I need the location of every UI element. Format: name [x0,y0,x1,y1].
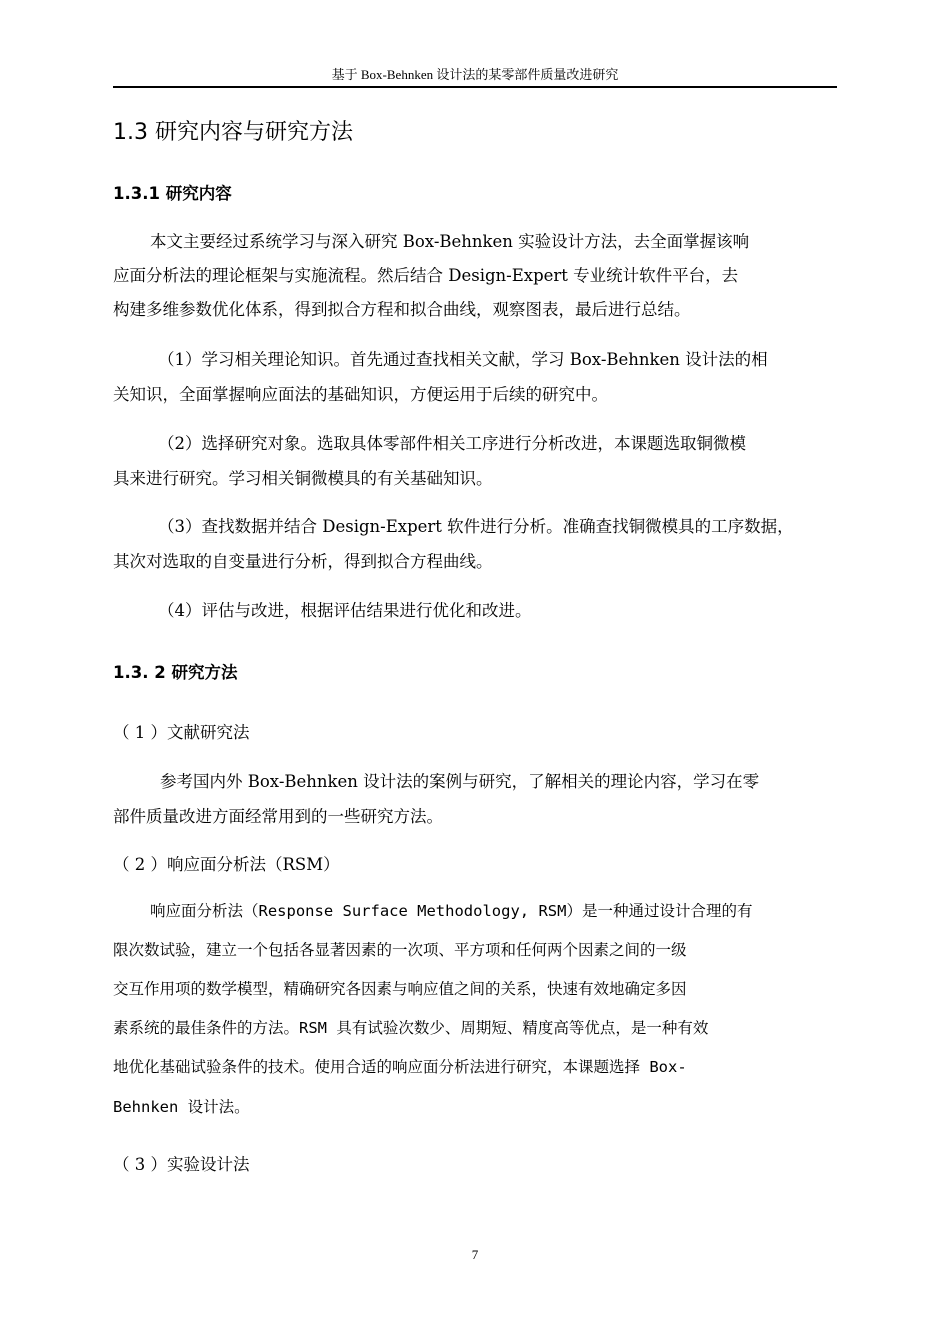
paragraph-line: 交互作用项的数学模型，精确研究各因素与响应值之间的关系，快速有效地确定多因 [113,980,687,998]
method-heading: （ 3 ）实验设计法 [113,1155,250,1174]
paragraph-line: 部件质量改进方面经常用到的一些研究方法。 [113,807,443,826]
list-item-line: （3）查找数据并结合 Design-Expert 软件进行分析。准确查找铜微模具的工序数据， [158,517,794,536]
method-heading: （ 2 ）响应面分析法（RSM） [113,855,340,874]
paragraph-line: 素系统的最佳条件的方法。RSM 具有试验次数少、周期短、精度高等优点，是一种有效 [113,1019,709,1037]
list-item-line: 具来进行研究。学习相关铜微模具的有关基础知识。 [113,469,493,488]
paragraph-line: 地优化基础试验条件的技术。使用合适的响应面分析法进行研究，本课题选择 Box- [113,1058,687,1076]
paragraph-line: 参考国内外 Box-Behnken 设计法的案例与研究，了解相关的理论内容，学习在零 [160,772,760,791]
paragraph-line: Behnken 设计法。 [113,1098,250,1116]
list-item-line: （2）选择研究对象。选取具体零部件相关工序进行分析改进，本课题选取铜微模 [158,434,746,453]
paragraph-line: 应面分析法的理论框架与实施流程。然后结合 Design-Expert 专业统计软件平台，去 [113,266,739,285]
list-item-line: （1）学习相关理论知识。首先通过查找相关文献，学习 Box-Behnken 设计法的相 [158,350,768,369]
subsection-title-methods: 1.3. 2 研究方法 [113,663,238,682]
paragraph-line: 本文主要经过系统学习与深入研究 Box-Behnken 实验设计方法，去全面掌握该响 [150,232,750,251]
paragraph-line: 限次数试验，建立一个包括各显著因素的一次项、平方项和任何两个因素之间的一级 [113,941,687,959]
method-heading: （ 1 ）文献研究法 [113,723,250,742]
section-title: 1.3 研究内容与研究方法 [113,120,353,145]
paragraph-line: 响应面分析法（Response Surface Methodology, RSM）是一种通过设计合理的有 [150,902,753,920]
running-header: 基于 Box-Behnken 设计法的某零部件质量改进研究 [331,67,619,82]
subsection-title-content: 1.3.1 研究内容 [113,184,232,203]
list-item-line: 其次对选取的自变量进行分析，得到拟合方程曲线。 [113,552,493,571]
list-item-line: （4）评估与改进，根据评估结果进行优化和改进。 [158,601,532,620]
paragraph-line: 构建多维参数优化体系，得到拟合方程和拟合曲线，观察图表，最后进行总结。 [113,300,691,319]
page-number: 7 [471,1247,479,1262]
header-rule [113,86,837,88]
list-item-line: 关知识，全面掌握响应面法的基础知识，方便运用于后续的研究中。 [113,385,608,404]
